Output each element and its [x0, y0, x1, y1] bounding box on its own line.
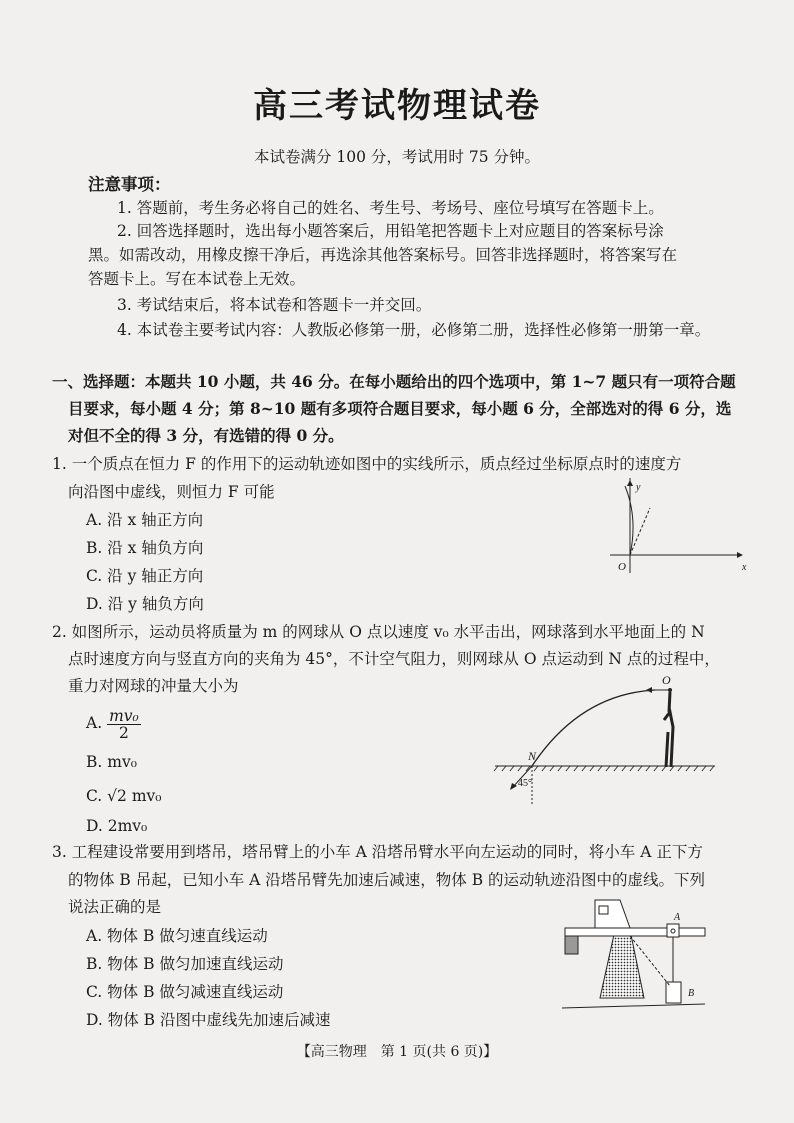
section-heading: 一、选择题：本题共 10 小题，共 46 分。在每小题给出的四个选项中，第 1~7 题只有一项符合题	[52, 372, 736, 391]
ball-trajectory	[532, 690, 655, 766]
q3-option-d: D. 物体 B 沿图中虚线先加速后减速	[86, 1011, 331, 1029]
question-3-text: 的物体 B 吊起，已知小车 A 沿塔吊臂先加速后减速，物体 B 的运动轨迹沿图中的虚线。下列	[68, 871, 706, 889]
notice-item: 黑。如需改动，用橡皮擦干净后，再选涂其他答案标号。回答非选择题时，将答案写在	[88, 246, 678, 264]
q2-option-a	[86, 706, 141, 741]
notice-heading: 注意事项：	[88, 175, 171, 194]
svg-text:N: N	[528, 749, 537, 763]
svg-text:A: A	[674, 912, 681, 923]
trolley-a	[667, 924, 679, 937]
svg-text:O: O	[662, 673, 671, 687]
svg-text:O: O	[618, 561, 626, 573]
question-2-text: 2. 如图所示，运动员将质量为 m 的网球从 O 点以速度 v₀ 水平击出，网球落到水平地面上的 N	[52, 623, 705, 641]
svg-text:45°: 45°	[518, 778, 532, 789]
svg-text:B: B	[688, 988, 695, 999]
q3-option-b: B. 物体 B 做匀加速直线运动	[86, 955, 284, 973]
question-2-text: 点时速度方向与竖直方向的夹角为 45°，不计空气阻力，则网球从 O 点运动到 N 点的过程中，	[68, 650, 720, 668]
q1-option-a: A. 沿 x 轴正方向	[86, 511, 204, 529]
q1-option-c: C. 沿 y 轴正方向	[86, 567, 204, 585]
question-1-text: 向沿图中虚线，则恒力 F 可能	[68, 483, 275, 501]
q2-option-c: C. √2 mv₀	[86, 787, 162, 805]
section-heading: 目要求，每小题 4 分；第 8~10 题有多项符合题目要求，每小题 6 分，全部选对的得 6 分，选	[68, 399, 732, 418]
object-b	[666, 982, 681, 1003]
page-footer: 【高三物理 第 1 页(共 6 页)】	[296, 1044, 498, 1060]
q1-option-b: B. 沿 x 轴负方向	[86, 539, 204, 557]
trajectory-curve	[625, 486, 633, 555]
page-title: 高三考试物理试卷	[253, 86, 541, 126]
ground-hatching	[494, 766, 714, 771]
notice-item: 4. 本试卷主要考试内容：人教版必修第一册，必修第二册，选择性必修第一册第一章。	[117, 321, 711, 339]
notice-item: 2. 回答选择题时，选出每小题答案后，用铅笔把答题卡上对应题目的答案标号涂	[117, 222, 664, 240]
notice-item: 1. 答题前，考生务必将自己的姓名、考生号、考场号、座位号填写在答题卡上。	[117, 199, 664, 217]
question-2-text: 重力对网球的冲量大小为	[68, 677, 239, 695]
question-3-text: 说法正确的是	[68, 898, 162, 916]
ground-line	[562, 1004, 705, 1008]
counterweight	[565, 936, 578, 954]
q2-tennis-figure	[490, 672, 720, 807]
q2-option-d: D. 2mv₀	[86, 817, 148, 835]
fraction: $\frac{\text{mv₀}}{2}$	[109, 706, 139, 742]
question-3-text: 3. 工程建设常要用到塔吊，塔吊臂上的小车 A 沿塔吊臂水平向左运动的同时，将小车 A 正下方	[52, 843, 703, 861]
q2-option-b: B. mv₀	[86, 753, 137, 771]
notice-item: 答题卡上。写在本试卷上无效。	[88, 270, 306, 288]
crane-arm	[565, 928, 705, 936]
option-label: A.	[86, 714, 103, 732]
q3-option-a: A. 物体 B 做匀速直线运动	[86, 927, 268, 945]
athlete-silhouette	[664, 692, 673, 767]
section-heading: 对但不全的得 3 分，有选错的得 0 分。	[68, 426, 344, 445]
svg-text:x: x	[742, 562, 747, 573]
q3-tower-crane-figure	[560, 898, 710, 1013]
exam-info: 本试卷满分 100 分，考试用时 75 分钟。	[253, 148, 541, 166]
svg-text:y: y	[636, 482, 641, 493]
crane-tower	[600, 930, 644, 998]
q1-option-d: D. 沿 y 轴负方向	[86, 595, 204, 613]
notice-item: 3. 考试结束后，将本试卷和答题卡一并交回。	[117, 296, 432, 314]
question-1-text: 1. 一个质点在恒力 F 的作用下的运动轨迹如图中的实线所示，质点经过坐标原点时的速度方	[52, 455, 682, 473]
q3-option-c: C. 物体 B 做匀减速直线运动	[86, 983, 284, 1001]
q1-trajectory-figure	[600, 478, 750, 578]
